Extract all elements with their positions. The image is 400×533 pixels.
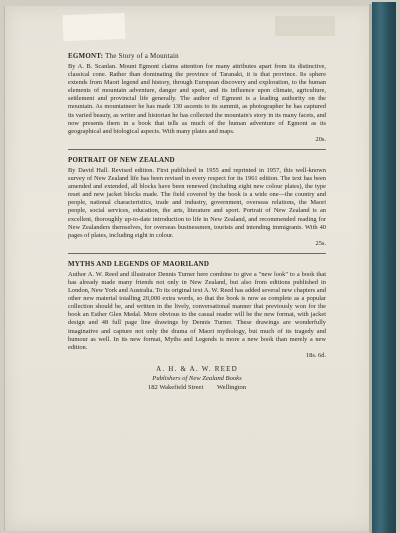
entry-price: 25s. — [315, 239, 326, 247]
section-divider — [68, 149, 326, 150]
entry-subtitle: The Story of a Mountain — [105, 52, 179, 60]
entry-description: By A. B. Scanlan. Mount Egmont claims attention for many attributes apart from its distinctive, classical cone. Rather than dominating the province of Taranaki, it is that province. Its sphere extends from Maori legend and history, through European discovery and exploration, to the human elements of mountain adventure, danger and sport, and its influence upon climate, agriculture, settlement and provincial life generally. The author of Egmont is a leading authority on the mountain. As mountaineer he has made 130 ascents to its summit, as photographer he has captured its varied beauty, as writer and historian he has collected the mountain's story in its many facets, and now presents them in a book that tells as much of the human adventure of Egmont as its geographical and biological aspects. With many plates and maps. — [68, 63, 326, 135]
book-entry-egmont — [68, 52, 326, 144]
entry-title-main: EGMONT: — [68, 52, 104, 60]
entry-title: PORTRAIT OF NEW ZEALAND — [68, 155, 175, 164]
entry-description: Author A. W. Reed and illustrator Dennis Turner here combine to give a "new look" to a book that has already made many friends not only in New Zealand, but also from editions published in London, New York and Australia. To its original text A. W. Reed has added several new chapters and other new material totalling 20,000 extra words, so that the book is now as complete as a popular collection should be, and written in the lively, conversational manner that previously won for the book an Esther Glen Medal. More obvious to the casual reader will be the new format, with jacket design and 48 full page line drawings by Dennis Turner. These drawings are wonderfully imaginative and capture not only the drama of Maori mythology, but much of its tragedy and humour as well. In its new format, Myths and Legends is more a new book than merely a new edition. — [68, 270, 326, 351]
entry-description: By David Hall. Revised edition. First published in 1955 and reprinted in 1957, this well-known survey of New Zealand life has been revised in every respect for its 1961 edition. The text has been amended and extended, all blocks have been renewed (including eight new colour plates), the type reset and new jacket blocks made. The field covered by the book is a wide one—the country and people, national characteristics, trade and industry, government, overseas relations, the Maori people, social services, education, the arts, literature and sport. Portrait of New Zealand is an excellent, thoroughly up-to-date introduction to life in New Zealand, and recommended reading for New Zealanders themselves, for overseas businessmen, tourists and intending immigrants. With 40 pages of plates, including eight in colour. — [68, 166, 326, 239]
publisher-address — [68, 383, 326, 392]
publisher-footer — [68, 365, 326, 393]
tape-mark-right — [275, 16, 335, 36]
book-entry-myths — [68, 260, 326, 360]
tape-mark — [63, 13, 126, 41]
entry-price: 18s. 6d. — [305, 351, 326, 359]
publisher-name: A. H. & A. W. REED — [156, 364, 238, 373]
entry-price: 20s. — [315, 135, 326, 143]
address-city: Wellington — [216, 384, 247, 392]
section-divider — [68, 253, 326, 254]
publisher-tagline: Publishers of New Zealand Books — [152, 375, 242, 383]
book-spine — [372, 2, 396, 533]
book-entry-portrait — [68, 156, 326, 248]
address-street: 182 Wakefield Street — [147, 384, 204, 392]
blurb-column — [68, 52, 326, 393]
entry-title: MYTHS AND LEGENDS OF MAORILAND — [68, 259, 210, 268]
entry-title — [68, 52, 326, 60]
